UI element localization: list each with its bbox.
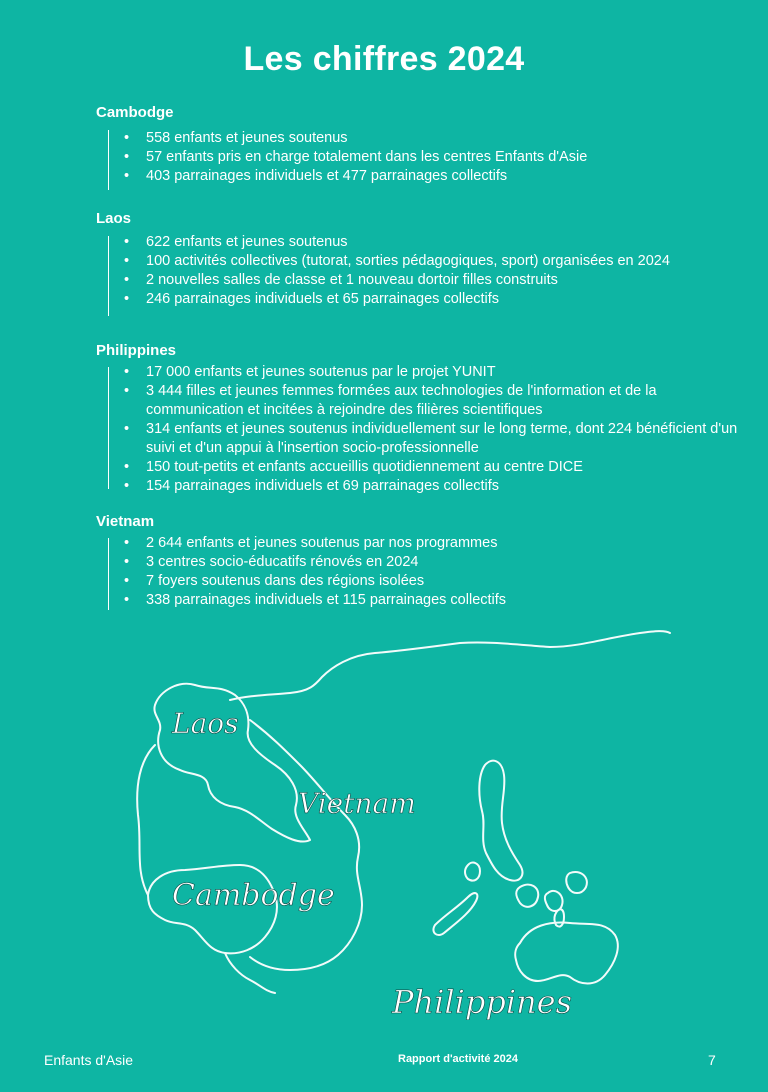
section-list xyxy=(96,534,766,610)
mindanao-island xyxy=(515,923,618,984)
list-item: • 338 parrainages individuels et 115 parrainages collectifs xyxy=(124,591,766,610)
section-cambodge xyxy=(96,103,766,186)
palawan-island xyxy=(433,893,477,935)
footer-report-title: Rapport d'activité 2024 xyxy=(398,1053,518,1065)
visayas-island-2 xyxy=(545,891,563,911)
list-item: • 2 644 enfants et jeunes soutenus par nos programmes xyxy=(124,534,766,553)
list-item: • 150 tout-petits et enfants accueillis quotidiennement au centre DICE xyxy=(124,458,744,477)
mekong-delta xyxy=(225,953,275,993)
southeast-asia-map xyxy=(100,625,680,1035)
cebu-island xyxy=(554,909,564,926)
section-heading: Laos xyxy=(96,210,132,227)
list-item: • 154 parrainages individuels et 69 parrainages collectifs xyxy=(124,477,744,496)
section-rule xyxy=(108,236,109,316)
map-label-vietnam: Vietnam xyxy=(298,787,416,820)
section-list xyxy=(96,233,766,309)
list-item: • 403 parrainages individuels et 477 parrainages collectifs xyxy=(124,167,766,186)
section-heading: Vietnam xyxy=(96,513,155,530)
section-rule xyxy=(108,538,109,610)
samar-island xyxy=(566,872,587,893)
section-heading: Philippines xyxy=(96,342,177,359)
section-philippines xyxy=(96,341,766,496)
section-vietnam xyxy=(96,512,766,610)
list-item: • 3 444 filles et jeunes femmes formées aux technologies de l'information et de la communication et incitées à rejoindre des filières scientifiques xyxy=(124,382,744,420)
footer-page-number: 7 xyxy=(708,1052,716,1068)
list-item: • 314 enfants et jeunes soutenus individuellement sur le long terme, dont 224 bénéficient d'un suivi et d'un appui à l'insertion socio-professionnelle xyxy=(124,420,744,458)
china-border-line xyxy=(230,631,670,700)
list-item: • 246 parrainages individuels et 65 parrainages collectifs xyxy=(124,290,766,309)
section-list xyxy=(96,363,744,496)
vietnam-coast xyxy=(250,720,362,970)
list-item: • 2 nouvelles salles de classe et 1 nouveau dortoir filles construits xyxy=(124,271,766,290)
visayas-island-1 xyxy=(516,885,538,907)
thailand-border xyxy=(137,745,155,895)
list-item: • 17 000 enfants et jeunes soutenus par le projet YUNIT xyxy=(124,363,744,382)
section-rule xyxy=(108,130,109,190)
section-heading: Cambodge xyxy=(96,104,174,121)
list-item: • 100 activités collectives (tutorat, sorties pédagogiques, sport) organisées en 2024 xyxy=(124,252,766,271)
section-laos xyxy=(96,209,766,309)
map-label-philippines: Philippines xyxy=(392,983,573,1021)
page-title: Les chiffres 2024 xyxy=(243,40,525,78)
footer-organization: Enfants d'Asie xyxy=(44,1052,134,1068)
section-rule xyxy=(108,367,109,489)
list-item: • 622 enfants et jeunes soutenus xyxy=(124,233,766,252)
list-item: • 3 centres socio-éducatifs rénovés en 2024 xyxy=(124,553,766,572)
list-item: • 7 foyers soutenus dans des régions isolées xyxy=(124,572,766,591)
list-item: • 558 enfants et jeunes soutenus xyxy=(124,129,766,148)
map-label-laos: Laos xyxy=(172,707,239,740)
map-label-cambodge: Cambodge xyxy=(172,878,335,913)
luzon-island xyxy=(479,761,522,881)
list-item: • 57 enfants pris en charge totalement dans les centres Enfants d'Asie xyxy=(124,148,766,167)
mindoro-island xyxy=(465,863,480,881)
section-list xyxy=(96,129,766,186)
